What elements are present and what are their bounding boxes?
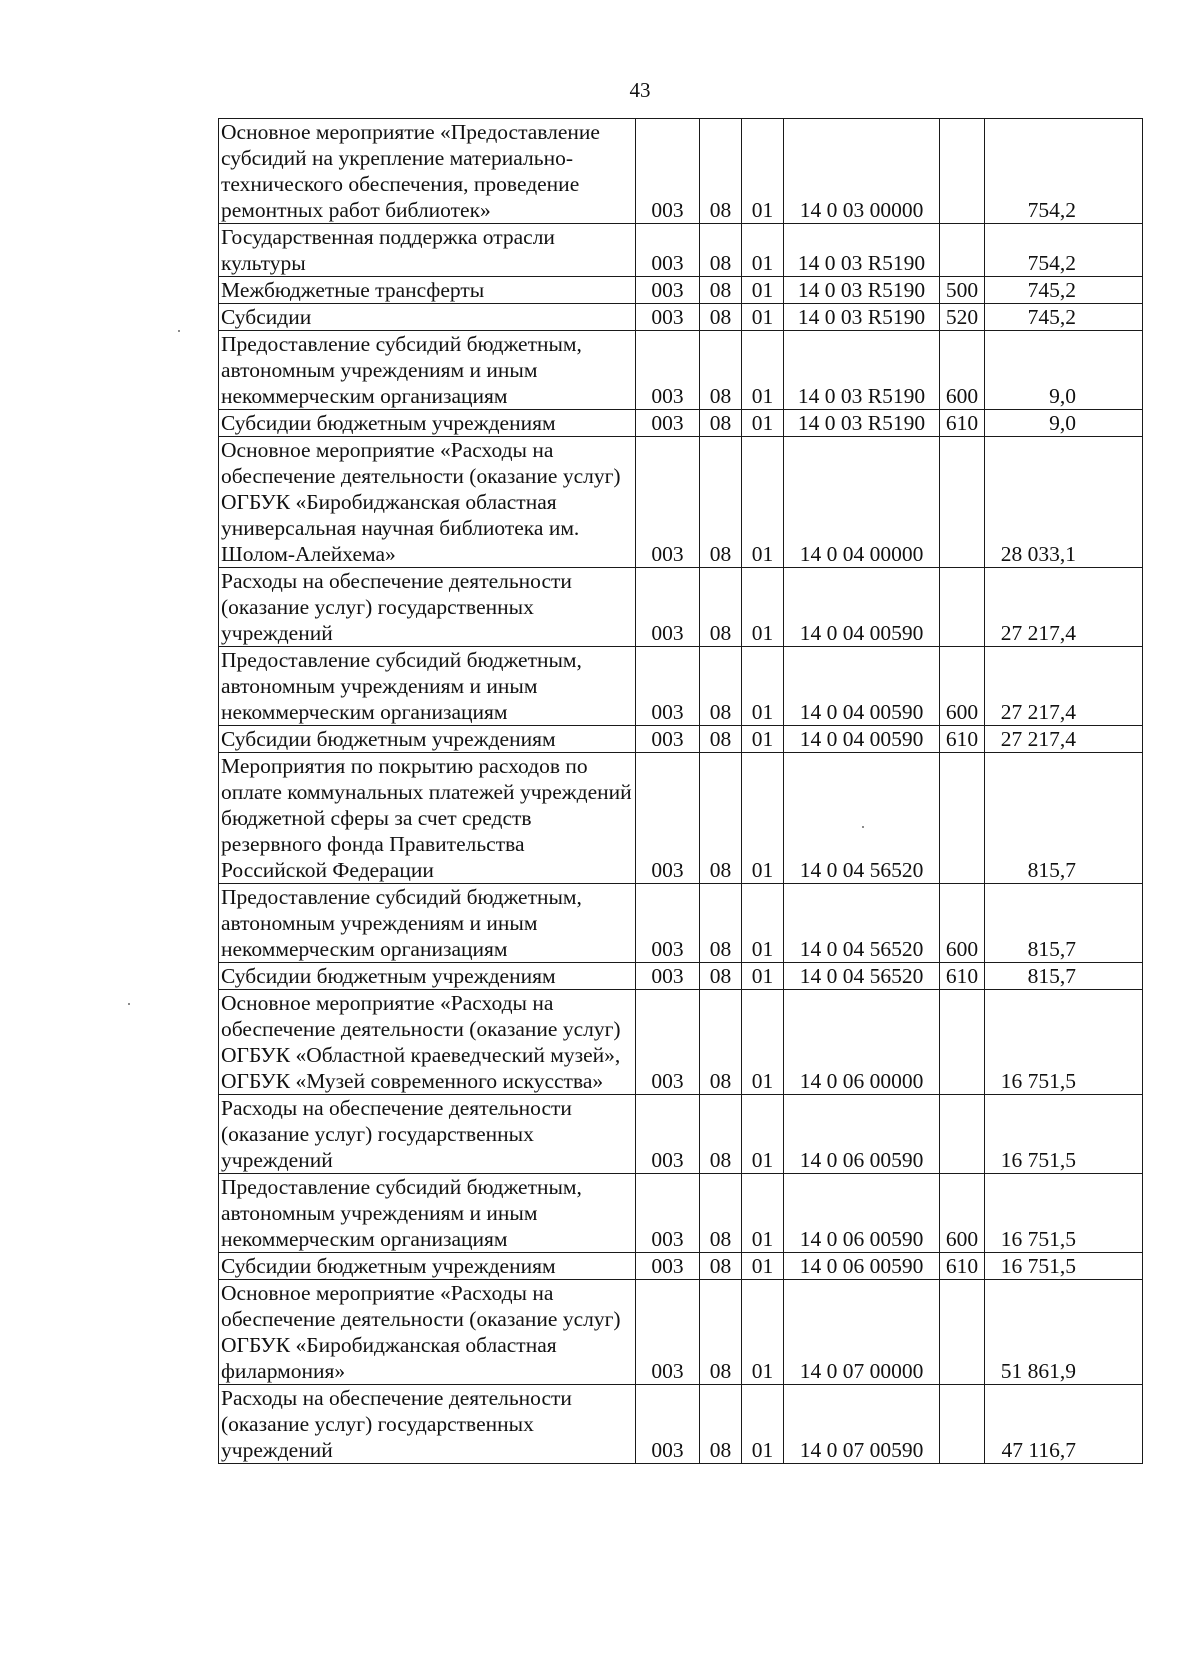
table-row <box>219 224 1143 277</box>
ministry-code: 003 <box>636 437 700 568</box>
target-article-code: 14 0 06 00590 <box>784 1174 940 1253</box>
expense-type-code: 600 <box>940 884 985 963</box>
ministry-code: 003 <box>636 726 700 753</box>
amount: 754,2 <box>985 119 1143 224</box>
page-number: 43 <box>629 78 651 102</box>
section-code: 08 <box>700 726 742 753</box>
row-name: Межбюджетные трансферты <box>219 277 636 304</box>
row-name: Предоставление субсидий бюджетным, автономным учреждениям и иным некоммерческим организациям <box>219 331 636 410</box>
amount: 16 751,5 <box>985 1174 1143 1253</box>
budget-table-body <box>219 119 1143 1464</box>
amount: 16 751,5 <box>985 1253 1143 1280</box>
table-row <box>219 884 1143 963</box>
expense-type-code: 610 <box>940 963 985 990</box>
expense-type-code: 600 <box>940 1174 985 1253</box>
section-code: 08 <box>700 1095 742 1174</box>
target-article-code: 14 0 03 00000 <box>784 119 940 224</box>
expense-type-code: 600 <box>940 647 985 726</box>
row-name: Предоставление субсидий бюджетным, автономным учреждениям и иным некоммерческим организациям <box>219 1174 636 1253</box>
table-row <box>219 277 1143 304</box>
subsection-code: 01 <box>742 331 784 410</box>
row-name: Субсидии бюджетным учреждениям <box>219 963 636 990</box>
section-code: 08 <box>700 331 742 410</box>
expense-type-code <box>940 568 985 647</box>
table-row <box>219 437 1143 568</box>
target-article-code: 14 0 04 56520 <box>784 963 940 990</box>
subsection-code: 01 <box>742 726 784 753</box>
expense-type-code <box>940 437 985 568</box>
table-row <box>219 647 1143 726</box>
table-row <box>219 568 1143 647</box>
target-article-code: 14 0 07 00000 <box>784 1280 940 1385</box>
scan-speck <box>178 330 180 332</box>
amount: 815,7 <box>985 753 1143 884</box>
ministry-code: 003 <box>636 304 700 331</box>
table-row <box>219 1174 1143 1253</box>
subsection-code: 01 <box>742 753 784 884</box>
target-article-code: 14 0 07 00590 <box>784 1385 940 1464</box>
expense-type-code <box>940 1280 985 1385</box>
section-code: 08 <box>700 568 742 647</box>
row-name: Основное мероприятие «Расходы на обеспечение деятельности (оказание услуг) ОГБУК «Биробиджанская областная универсальная научная библиотека им. Шолом-Алейхема» <box>219 437 636 568</box>
subsection-code: 01 <box>742 119 784 224</box>
expense-type-code: 500 <box>940 277 985 304</box>
expense-type-code: 610 <box>940 726 985 753</box>
amount: 27 217,4 <box>985 568 1143 647</box>
subsection-code: 01 <box>742 1280 784 1385</box>
subsection-code: 01 <box>742 568 784 647</box>
ministry-code: 003 <box>636 331 700 410</box>
amount: 27 217,4 <box>985 726 1143 753</box>
row-name: Основное мероприятие «Расходы на обеспечение деятельности (оказание услуг) ОГБУК «Биробиджанская областная филармония» <box>219 1280 636 1385</box>
ministry-code: 003 <box>636 277 700 304</box>
section-code: 08 <box>700 1280 742 1385</box>
section-code: 08 <box>700 647 742 726</box>
ministry-code: 003 <box>636 884 700 963</box>
ministry-code: 003 <box>636 963 700 990</box>
table-row <box>219 304 1143 331</box>
ministry-code: 003 <box>636 1174 700 1253</box>
expense-type-code <box>940 1095 985 1174</box>
table-row <box>219 1385 1143 1464</box>
row-name: Основное мероприятие «Предоставление субсидий на укрепление материально-технического обеспечения, проведение ремонтных работ библиотек» <box>219 119 636 224</box>
row-name: Основное мероприятие «Расходы на обеспечение деятельности (оказание услуг) ОГБУК «Областной краеведческий музей», ОГБУК «Музей современного искусства» <box>219 990 636 1095</box>
ministry-code: 003 <box>636 224 700 277</box>
section-code: 08 <box>700 884 742 963</box>
target-article-code: 14 0 04 00590 <box>784 568 940 647</box>
section-code: 08 <box>700 990 742 1095</box>
table-row <box>219 410 1143 437</box>
amount: 27 217,4 <box>985 647 1143 726</box>
section-code: 08 <box>700 1385 742 1464</box>
expense-type-code <box>940 224 985 277</box>
scan-speck <box>128 1003 130 1005</box>
row-name: Расходы на обеспечение деятельности (оказание услуг) государственных учреждений <box>219 568 636 647</box>
section-code: 08 <box>700 753 742 884</box>
expense-type-code: 600 <box>940 331 985 410</box>
amount: 16 751,5 <box>985 990 1143 1095</box>
amount: 815,7 <box>985 963 1143 990</box>
row-name: Расходы на обеспечение деятельности (оказание услуг) государственных учреждений <box>219 1095 636 1174</box>
ministry-code: 003 <box>636 119 700 224</box>
expense-type-code <box>940 990 985 1095</box>
subsection-code: 01 <box>742 224 784 277</box>
subsection-code: 01 <box>742 410 784 437</box>
ministry-code: 003 <box>636 568 700 647</box>
row-name: Расходы на обеспечение деятельности (оказание услуг) государственных учреждений <box>219 1385 636 1464</box>
table-row <box>219 1253 1143 1280</box>
amount: 745,2 <box>985 304 1143 331</box>
subsection-code: 01 <box>742 437 784 568</box>
table-row <box>219 1280 1143 1385</box>
target-article-code: 14 0 03 R5190 <box>784 304 940 331</box>
expense-type-code: 520 <box>940 304 985 331</box>
section-code: 08 <box>700 1253 742 1280</box>
target-article-code: 14 0 04 56520 <box>784 753 940 884</box>
amount: 51 861,9 <box>985 1280 1143 1385</box>
target-article-code: 14 0 06 00000 <box>784 990 940 1095</box>
target-article-code: 14 0 03 R5190 <box>784 224 940 277</box>
expense-type-code: 610 <box>940 1253 985 1280</box>
section-code: 08 <box>700 963 742 990</box>
expense-type-code: 610 <box>940 410 985 437</box>
ministry-code: 003 <box>636 1253 700 1280</box>
target-article-code: 14 0 04 00590 <box>784 647 940 726</box>
amount: 47 116,7 <box>985 1385 1143 1464</box>
target-article-code: 14 0 04 00590 <box>784 726 940 753</box>
budget-table <box>218 118 1143 1464</box>
target-article-code: 14 0 06 00590 <box>784 1095 940 1174</box>
target-article-code: 14 0 06 00590 <box>784 1253 940 1280</box>
table-row <box>219 331 1143 410</box>
ministry-code: 003 <box>636 753 700 884</box>
subsection-code: 01 <box>742 1253 784 1280</box>
amount: 745,2 <box>985 277 1143 304</box>
target-article-code: 14 0 03 R5190 <box>784 331 940 410</box>
amount: 28 033,1 <box>985 437 1143 568</box>
amount: 754,2 <box>985 224 1143 277</box>
target-article-code: 14 0 03 R5190 <box>784 277 940 304</box>
section-code: 08 <box>700 1174 742 1253</box>
section-code: 08 <box>700 437 742 568</box>
ministry-code: 003 <box>636 410 700 437</box>
section-code: 08 <box>700 304 742 331</box>
subsection-code: 01 <box>742 647 784 726</box>
expense-type-code <box>940 119 985 224</box>
target-article-code: 14 0 04 00000 <box>784 437 940 568</box>
expense-type-code <box>940 1385 985 1464</box>
row-name: Субсидии бюджетным учреждениям <box>219 410 636 437</box>
subsection-code: 01 <box>742 1174 784 1253</box>
ministry-code: 003 <box>636 1385 700 1464</box>
amount: 9,0 <box>985 331 1143 410</box>
subsection-code: 01 <box>742 277 784 304</box>
subsection-code: 01 <box>742 304 784 331</box>
subsection-code: 01 <box>742 1385 784 1464</box>
subsection-code: 01 <box>742 1095 784 1174</box>
ministry-code: 003 <box>636 647 700 726</box>
section-code: 08 <box>700 119 742 224</box>
table-row <box>219 963 1143 990</box>
section-code: 08 <box>700 410 742 437</box>
amount: 815,7 <box>985 884 1143 963</box>
table-row <box>219 990 1143 1095</box>
section-code: 08 <box>700 224 742 277</box>
table-row <box>219 119 1143 224</box>
amount: 16 751,5 <box>985 1095 1143 1174</box>
row-name: Субсидии <box>219 304 636 331</box>
amount: 9,0 <box>985 410 1143 437</box>
row-name: Предоставление субсидий бюджетным, автономным учреждениям и иным некоммерческим организациям <box>219 647 636 726</box>
row-name: Государственная поддержка отрасли культуры <box>219 224 636 277</box>
target-article-code: 14 0 04 56520 <box>784 884 940 963</box>
expense-type-code <box>940 753 985 884</box>
row-name: Предоставление субсидий бюджетным, автономным учреждениям и иным некоммерческим организациям <box>219 884 636 963</box>
table-row <box>219 753 1143 884</box>
target-article-code: 14 0 03 R5190 <box>784 410 940 437</box>
subsection-code: 01 <box>742 884 784 963</box>
row-name: Мероприятия по покрытию расходов по оплате коммунальных платежей учреждений бюджетной сферы за счет средств резервного фонда Правительства Российской Федерации <box>219 753 636 884</box>
subsection-code: 01 <box>742 990 784 1095</box>
row-name: Субсидии бюджетным учреждениям <box>219 1253 636 1280</box>
subsection-code: 01 <box>742 963 784 990</box>
section-code: 08 <box>700 277 742 304</box>
table-row <box>219 726 1143 753</box>
table-row <box>219 1095 1143 1174</box>
row-name: Субсидии бюджетным учреждениям <box>219 726 636 753</box>
ministry-code: 003 <box>636 1095 700 1174</box>
ministry-code: 003 <box>636 990 700 1095</box>
ministry-code: 003 <box>636 1280 700 1385</box>
